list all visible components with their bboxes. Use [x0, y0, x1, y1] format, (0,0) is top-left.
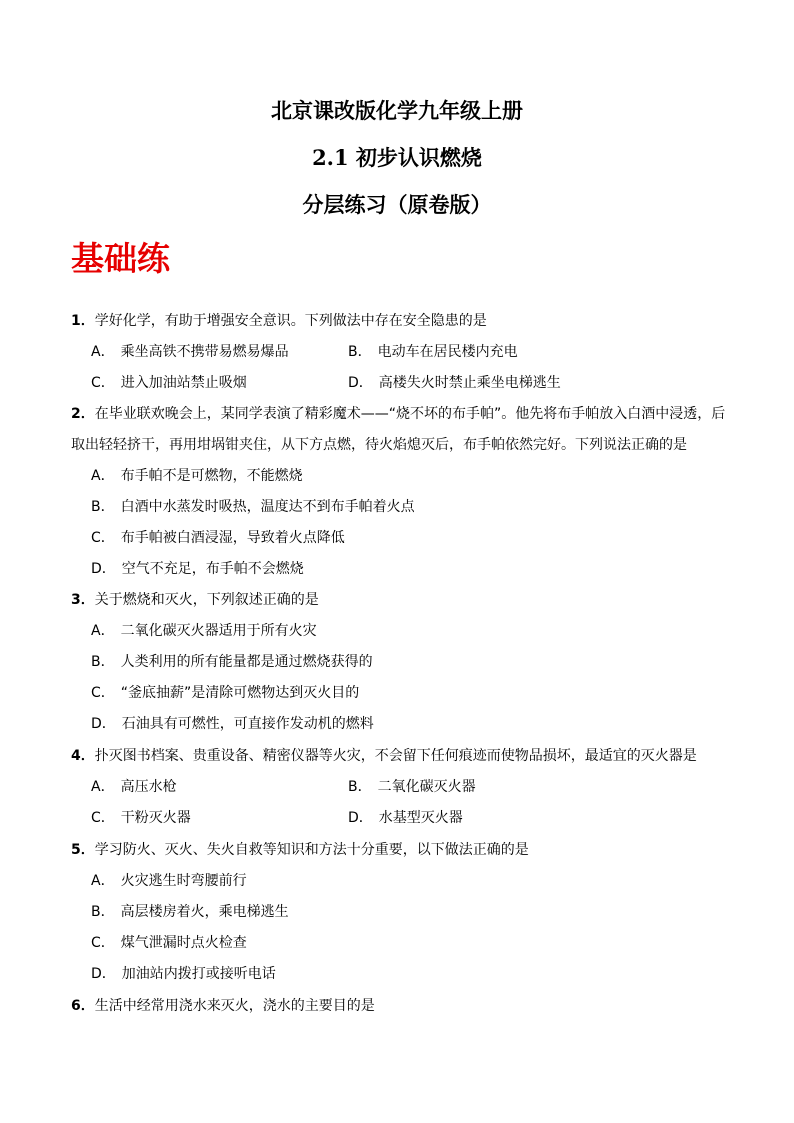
option-letter: C． — [91, 685, 115, 701]
option-letter: C． — [91, 375, 115, 391]
question-stem-text: 学好化学，有助于增强安全意识。下列做法中存在安全隐患的是 — [94, 313, 487, 329]
question-2-option-d — [91, 559, 304, 579]
question-2-option-b — [91, 497, 415, 517]
question-number: 2． — [71, 406, 95, 422]
question-2-option-a — [91, 466, 303, 486]
option-letter: A． — [91, 873, 115, 889]
question-number: 3． — [71, 592, 95, 608]
option-letter: A． — [91, 468, 115, 484]
option-text: 布手帕不是可燃物，不能燃烧 — [120, 468, 303, 484]
option-letter: C． — [91, 530, 115, 546]
question-6-stem — [71, 996, 375, 1016]
document-title-line-1: 北京课改版化学九年级上册 — [271, 99, 523, 123]
option-letter: D． — [91, 966, 116, 982]
option-text: 白酒中水蒸发时吸热，温度达不到布手帕着火点 — [120, 499, 415, 515]
question-1-option-b — [348, 342, 518, 362]
option-text: 人类利用的所有能量都是通过燃烧获得的 — [120, 654, 373, 670]
question-4-option-a — [91, 777, 177, 797]
document-title-line-2: 2.1 初步认识燃烧 — [312, 145, 482, 170]
option-letter: D． — [91, 716, 116, 732]
option-text: “釜底抽薪”是清除可燃物达到灭火目的 — [120, 685, 360, 701]
question-stem-text: 在毕业联欢晚会上，某同学表演了精彩魔术——“烧不坏的布手帕”。他先将布手帕放入白酒中浸透，后 — [94, 406, 726, 422]
question-2-stem-line-1 — [71, 404, 725, 424]
question-4-option-b — [348, 777, 476, 797]
option-letter: B． — [91, 499, 115, 515]
option-text: 水基型灭火器 — [378, 810, 463, 826]
option-text: 二氧化碳灭火器适用于所有火灾 — [120, 623, 317, 639]
option-text: 石油具有可燃性，可直接作发动机的燃料 — [121, 716, 374, 732]
question-1-option-c — [91, 373, 247, 393]
option-letter: B． — [91, 654, 115, 670]
option-text: 火灾逃生时弯腰前行 — [120, 873, 247, 889]
option-letter: A． — [91, 344, 115, 360]
question-2-option-c — [91, 528, 345, 548]
question-stem-text: 扑灭图书档案、贵重设备、精密仪器等火灾，不会留下任何痕迹而使物品损坏，最适宜的灭火器是 — [94, 748, 697, 764]
option-text: 空气不充足，布手帕不会燃烧 — [121, 561, 304, 577]
question-3-option-c — [91, 683, 359, 703]
question-3-option-d — [91, 714, 374, 734]
option-text: 乘坐高铁不携带易燃易爆品 — [120, 344, 289, 360]
option-text: 高层楼房着火，乘电梯逃生 — [120, 904, 289, 920]
question-4-stem — [71, 746, 697, 766]
option-letter: C． — [91, 935, 115, 951]
option-text: 干粉灭火器 — [120, 810, 191, 826]
question-1-stem — [71, 311, 487, 331]
option-text: 布手帕被白酒浸湿，导致着火点降低 — [120, 530, 345, 546]
question-5-option-c — [91, 933, 247, 953]
question-number: 6． — [71, 998, 95, 1014]
question-1-option-a — [91, 342, 289, 362]
question-2-stem-line-2: 取出轻轻挤干，再用坩埚钳夹住，从下方点燃，待火焰熄灭后，布手帕依然完好。下列说法正确的是 — [71, 437, 687, 453]
option-letter: C． — [91, 810, 115, 826]
question-stem-text: 生活中经常用浇水来灭火，浇水的主要目的是 — [94, 998, 375, 1014]
option-letter: A． — [91, 623, 115, 639]
question-4-option-c — [91, 808, 191, 828]
question-stem-text: 关于燃烧和灭火，下列叙述正确的是 — [94, 592, 319, 608]
question-number: 5． — [71, 842, 95, 858]
question-5-option-d — [91, 964, 276, 984]
question-3-option-b — [91, 652, 373, 672]
question-number: 1． — [71, 313, 95, 329]
option-text: 二氧化碳灭火器 — [377, 779, 476, 795]
question-5-option-b — [91, 902, 289, 922]
question-stem-text: 学习防火、灭火、失火自救等知识和方法十分重要，以下做法正确的是 — [94, 842, 529, 858]
section-heading: 基础练 — [71, 239, 170, 278]
option-letter: B． — [348, 344, 372, 360]
question-5-option-a — [91, 871, 247, 891]
option-letter: D． — [91, 561, 116, 577]
question-5-stem — [71, 840, 529, 860]
question-number: 4． — [71, 748, 95, 764]
option-letter: D． — [348, 375, 373, 391]
option-text: 电动车在居民楼内充电 — [377, 344, 518, 360]
option-letter: D． — [348, 810, 373, 826]
option-text: 高压水枪 — [120, 779, 177, 795]
question-1-option-d — [348, 373, 561, 393]
option-text: 煤气泄漏时点火检查 — [120, 935, 247, 951]
question-3-stem — [71, 590, 319, 610]
option-text: 加油站内拨打或接听电话 — [121, 966, 276, 982]
option-letter: B． — [348, 779, 372, 795]
option-letter: B． — [91, 904, 115, 920]
question-4-option-d — [348, 808, 463, 828]
question-3-option-a — [91, 621, 317, 641]
option-text: 进入加油站禁止吸烟 — [120, 375, 247, 391]
document-title-line-3: 分层练习（原卷版） — [302, 193, 492, 217]
option-letter: A． — [91, 779, 115, 795]
option-text: 高楼失火时禁止乘坐电梯逃生 — [378, 375, 561, 391]
